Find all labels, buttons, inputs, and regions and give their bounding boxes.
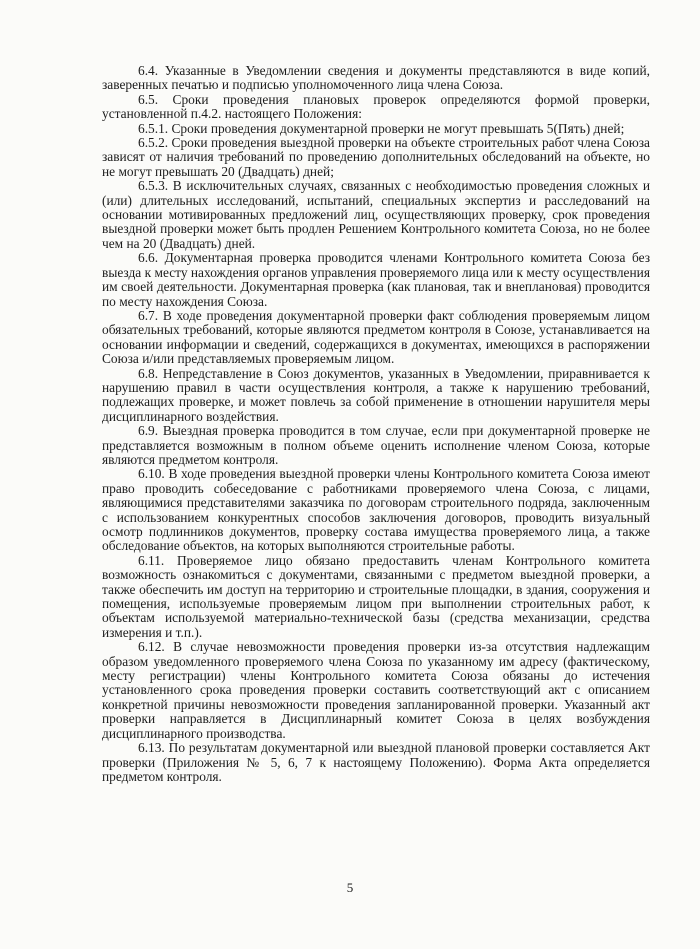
paragraph-6-5-3: 6.5.3. В исключительных случаях, связанных с необходимостью проведения сложных и (или) длительных исследований, испытаний, специальных экспертиз и расследований на основании мотивированных предложений лиц, осуществляющих проверку, срок проведения выездной проверки может быть продлен Решением Контрольного комитета Союза, но не более чем на 20 (Двадцать) дней. <box>102 178 650 251</box>
paragraph-6-5-2: 6.5.2. Сроки проведения выездной проверки на объекте строительных работ члена Союза зависят от наличия требований по проведению дополнительных обследований на объекте, но не могут превышать 20 (Двадцать) дней; <box>102 135 650 179</box>
paragraph-6-11: 6.11. Проверяемое лицо обязано предоставить членам Контрольного комитета возможность ознакомиться с документами, связанными с предметом выездной проверки, а также обеспечить им доступ на территорию и строительные площадки, в здания, сооружения и помещения, используемые проверяемым лицом при выполнении строительных работ, к объектам используемой материально-технической базы (средства механизации, средства измерения и т.п.). <box>102 552 650 640</box>
paragraph-6-9: 6.9. Выездная проверка проводится в том случае, если при документарной проверке не представляется возможным в полном объеме оценить исполнение членом Союза, которые являются предметом контроля. <box>102 423 650 467</box>
document-body <box>102 64 650 784</box>
paragraph-6-7: 6.7. В ходе проведения документарной проверки факт соблюдения проверяемым лицом обязательных требований, которые являются предметом контроля в Союзе, устанавливается на основании информации и сведений, содержащихся в документах, имеющихся в распоряжении Союза и/или представляемых проверяемым лицом. <box>102 307 650 367</box>
paragraph-6-5: 6.5. Сроки проведения плановых проверок определяются формой проверки, установленной п.4.2. настоящего Положения: <box>102 91 650 122</box>
paragraph-6-12: 6.12. В случае невозможности проведения проверки из-за отсутствия надлежащим образом уведомленного проверяемого члена Союза по указанному им адресу (фактическому, месту регистрации) члены Контрольного комитета Союза обязаны до истечения установленного срока проведения проверки составить соответствующий акт с описанием конкретной причины невозможности проведения запланированной проверки. Указанный акт проверки направляется в Дисциплинарный комитет Союза в целях возбуждения дисциплинарного производства. <box>102 639 650 741</box>
paragraph-6-8: 6.8. Непредставление в Союз документов, указанных в Уведомлении, приравнивается к нарушению правил в части осуществления контроля, а также к нарушению требований, подлежащих проверке, и может повлечь за собой применение в отношении нарушителя меры дисциплинарного воздействия. <box>102 365 650 424</box>
paragraph-6-6: 6.6. Документарная проверка проводится членами Контрольного комитета Союза без выезда к месту нахождения органов управления проверяемого лица или к месту осуществления им своей деятельности. Документарная проверка (как плановая, так и внеплановая) проводится по месту нахождения Союза. <box>102 250 650 309</box>
page-number: 5 <box>346 880 354 895</box>
paragraph-6-4: 6.4. Указанные в Уведомлении сведения и документы представляются в виде копий, заверенных печатью и подписью уполномоченного лица члена Союза. <box>102 63 650 93</box>
paragraph-6-10: 6.10. В ходе проведения выездной проверки члены Контрольного комитета Союза имеют право проводить собеседование с работниками проверяемого члена Союза, с лицами, являющимися представителями заказчика по договорам строительного подряда, заключенным с использованием конкурентных способов заключения договоров, проводить визуальный осмотр подлинников документов, проверку состава имущества проверяемого лица, а также обследование объектов, на которых выполняются строительные работы. <box>102 466 650 554</box>
paragraph-6-13: 6.13. По результатам документарной или выездной плановой проверки составляется Акт проверки (Приложения № 5, 6, 7 к настоящему Положению). Форма Акта определяется предметом контроля. <box>102 740 650 784</box>
paragraph-6-5-1: 6.5.1. Сроки проведения документарной проверки не могут превышать 5(Пять) дней; <box>138 120 625 136</box>
